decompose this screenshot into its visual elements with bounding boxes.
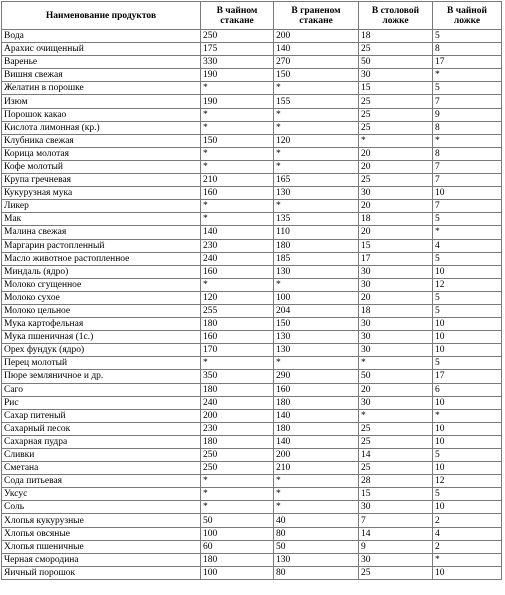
cell-faceted-glass: 80 — [274, 566, 359, 579]
cell-product-name: Кофе молотый — [2, 160, 201, 173]
cell-tea-glass: * — [201, 200, 274, 213]
table-row — [2, 147, 502, 160]
cell-faceted-glass: 150 — [274, 69, 359, 82]
cell-tablespoon: 9 — [359, 540, 433, 553]
cell-tea-glass: 180 — [201, 383, 274, 396]
cell-tea-glass: * — [201, 475, 274, 488]
cell-product-name: Мак — [2, 213, 201, 226]
cell-teaspoon: 17 — [433, 370, 502, 383]
header-teaspoon: В чайной ложке — [433, 2, 502, 30]
cell-product-name: Крупа гречневая — [2, 174, 201, 187]
cell-tablespoon: 50 — [359, 56, 433, 69]
cell-product-name: Сахарная пудра — [2, 435, 201, 448]
cell-product-name: Яичный порошок — [2, 566, 201, 579]
cell-tea-glass: 140 — [201, 226, 274, 239]
cell-tablespoon: 30 — [359, 265, 433, 278]
cell-product-name: Кукурузная мука — [2, 187, 201, 200]
cell-tea-glass: 250 — [201, 462, 274, 475]
cell-tablespoon: 15 — [359, 239, 433, 252]
header-tea-glass: В чайном стакане — [201, 2, 274, 30]
table-row — [2, 331, 502, 344]
cell-tablespoon: 30 — [359, 69, 433, 82]
cell-product-name: Рис — [2, 396, 201, 409]
cell-tablespoon: 7 — [359, 514, 433, 527]
cell-tablespoon: 28 — [359, 475, 433, 488]
header-row — [2, 2, 502, 30]
cell-product-name: Молоко сгущенное — [2, 278, 201, 291]
cell-faceted-glass: 140 — [274, 43, 359, 56]
cell-product-name: Клубника свежая — [2, 134, 201, 147]
table-row — [2, 553, 502, 566]
cell-tablespoon: 25 — [359, 462, 433, 475]
cell-product-name: Вода — [2, 30, 201, 43]
cell-faceted-glass: 185 — [274, 252, 359, 265]
table-row — [2, 43, 502, 56]
header-faceted-glass: В граненом стакане — [274, 2, 359, 30]
table-row — [2, 357, 502, 370]
table-row — [2, 160, 502, 173]
cell-tea-glass: 100 — [201, 527, 274, 540]
cell-tablespoon: 20 — [359, 226, 433, 239]
cell-faceted-glass: * — [274, 488, 359, 501]
cell-tea-glass: 175 — [201, 43, 274, 56]
header-tablespoon: В столовой ложке — [359, 2, 433, 30]
cell-faceted-glass: 130 — [274, 344, 359, 357]
cell-tea-glass: 230 — [201, 422, 274, 435]
table-row — [2, 435, 502, 448]
cell-teaspoon: 10 — [433, 396, 502, 409]
cell-product-name: Орех фундук (ядро) — [2, 344, 201, 357]
cell-product-name: Арахис очищенный — [2, 43, 201, 56]
cell-teaspoon: 4 — [433, 239, 502, 252]
table-row — [2, 121, 502, 134]
cell-tea-glass: 100 — [201, 566, 274, 579]
cell-faceted-glass: 110 — [274, 226, 359, 239]
cell-tablespoon: 25 — [359, 174, 433, 187]
table-row — [2, 396, 502, 409]
cell-teaspoon: 5 — [433, 449, 502, 462]
cell-tea-glass: 180 — [201, 553, 274, 566]
cell-tea-glass: * — [201, 160, 274, 173]
cell-tea-glass: 255 — [201, 304, 274, 317]
table-row — [2, 383, 502, 396]
cell-faceted-glass: 290 — [274, 370, 359, 383]
cell-tea-glass: * — [201, 278, 274, 291]
table-row — [2, 462, 502, 475]
table-row — [2, 291, 502, 304]
cell-tablespoon: 20 — [359, 147, 433, 160]
cell-product-name: Перец молотый — [2, 357, 201, 370]
cell-teaspoon: 10 — [433, 331, 502, 344]
measures-table — [1, 1, 502, 580]
cell-tea-glass: * — [201, 82, 274, 95]
cell-tea-glass: * — [201, 108, 274, 121]
table-row — [2, 174, 502, 187]
cell-product-name: Сахар питеный — [2, 409, 201, 422]
table-row — [2, 318, 502, 331]
cell-tea-glass: 60 — [201, 540, 274, 553]
cell-faceted-glass: * — [274, 160, 359, 173]
cell-tea-glass: 240 — [201, 252, 274, 265]
cell-product-name: Хлопья овсяные — [2, 527, 201, 540]
cell-teaspoon: 5 — [433, 488, 502, 501]
cell-teaspoon: 5 — [433, 304, 502, 317]
cell-tablespoon: 17 — [359, 252, 433, 265]
cell-tea-glass: 160 — [201, 265, 274, 278]
cell-tablespoon: 14 — [359, 449, 433, 462]
cell-teaspoon: 8 — [433, 121, 502, 134]
cell-faceted-glass: 155 — [274, 95, 359, 108]
cell-product-name: Сметана — [2, 462, 201, 475]
table-row — [2, 95, 502, 108]
cell-tablespoon: 30 — [359, 344, 433, 357]
cell-product-name: Черная смородина — [2, 553, 201, 566]
header-product-name: Наименование продуктов — [2, 2, 201, 30]
cell-faceted-glass: * — [274, 200, 359, 213]
cell-tablespoon: 20 — [359, 160, 433, 173]
cell-teaspoon: 5 — [433, 30, 502, 43]
cell-faceted-glass: 180 — [274, 422, 359, 435]
cell-teaspoon: 12 — [433, 278, 502, 291]
cell-tea-glass: 50 — [201, 514, 274, 527]
cell-teaspoon: 10 — [433, 435, 502, 448]
cell-faceted-glass: * — [274, 278, 359, 291]
cell-tablespoon: * — [359, 357, 433, 370]
cell-teaspoon: * — [433, 553, 502, 566]
cell-teaspoon: 5 — [433, 291, 502, 304]
cell-faceted-glass: * — [274, 475, 359, 488]
cell-faceted-glass: 200 — [274, 30, 359, 43]
cell-tea-glass: * — [201, 147, 274, 160]
cell-faceted-glass: 180 — [274, 396, 359, 409]
cell-teaspoon: 5 — [433, 82, 502, 95]
cell-tablespoon: * — [359, 409, 433, 422]
table-body — [2, 30, 502, 580]
cell-teaspoon: 2 — [433, 514, 502, 527]
cell-product-name: Изюм — [2, 95, 201, 108]
table-header — [2, 2, 502, 30]
cell-teaspoon: 10 — [433, 265, 502, 278]
cell-faceted-glass: 160 — [274, 383, 359, 396]
cell-tea-glass: 250 — [201, 30, 274, 43]
table-row — [2, 540, 502, 553]
cell-product-name: Сахарный песок — [2, 422, 201, 435]
cell-tablespoon: 30 — [359, 318, 433, 331]
cell-teaspoon: * — [433, 226, 502, 239]
cell-product-name: Хлопья кукурузные — [2, 514, 201, 527]
cell-faceted-glass: 180 — [274, 239, 359, 252]
cell-faceted-glass: 200 — [274, 449, 359, 462]
cell-tablespoon: 15 — [359, 488, 433, 501]
cell-faceted-glass: 130 — [274, 553, 359, 566]
cell-tea-glass: * — [201, 488, 274, 501]
table-row — [2, 265, 502, 278]
cell-tablespoon: 30 — [359, 187, 433, 200]
cell-product-name: Масло животное растопленное — [2, 252, 201, 265]
cell-tablespoon: 25 — [359, 435, 433, 448]
cell-faceted-glass: 50 — [274, 540, 359, 553]
cell-faceted-glass: * — [274, 121, 359, 134]
cell-teaspoon: 2 — [433, 540, 502, 553]
cell-faceted-glass: 140 — [274, 435, 359, 448]
cell-teaspoon: 7 — [433, 200, 502, 213]
table-row — [2, 422, 502, 435]
cell-teaspoon: 10 — [433, 318, 502, 331]
cell-product-name: Желатин в порошке — [2, 82, 201, 95]
cell-teaspoon: * — [433, 134, 502, 147]
cell-tablespoon: 50 — [359, 370, 433, 383]
cell-product-name: Кислота лимонная (кр.) — [2, 121, 201, 134]
cell-product-name: Ликер — [2, 200, 201, 213]
cell-faceted-glass: 150 — [274, 318, 359, 331]
cell-faceted-glass: * — [274, 147, 359, 160]
table-row — [2, 213, 502, 226]
cell-tea-glass: 210 — [201, 174, 274, 187]
cell-product-name: Маргарин растопленный — [2, 239, 201, 252]
cell-teaspoon: 10 — [433, 187, 502, 200]
cell-teaspoon: 10 — [433, 422, 502, 435]
cell-teaspoon: 10 — [433, 501, 502, 514]
cell-tea-glass: 230 — [201, 239, 274, 252]
cell-faceted-glass: * — [274, 82, 359, 95]
cell-teaspoon: * — [433, 409, 502, 422]
cell-faceted-glass: 40 — [274, 514, 359, 527]
cell-tablespoon: 18 — [359, 30, 433, 43]
cell-teaspoon: 9 — [433, 108, 502, 121]
table-row — [2, 514, 502, 527]
table-row — [2, 82, 502, 95]
cell-teaspoon: 5 — [433, 357, 502, 370]
cell-tablespoon: * — [359, 134, 433, 147]
cell-tea-glass: 150 — [201, 134, 274, 147]
cell-tablespoon: 15 — [359, 82, 433, 95]
table-row — [2, 69, 502, 82]
cell-faceted-glass: 120 — [274, 134, 359, 147]
table-row — [2, 370, 502, 383]
cell-tea-glass: 160 — [201, 187, 274, 200]
table-row — [2, 226, 502, 239]
cell-tea-glass: 190 — [201, 69, 274, 82]
cell-tea-glass: * — [201, 501, 274, 514]
cell-tea-glass: * — [201, 213, 274, 226]
table-row — [2, 449, 502, 462]
cell-product-name: Молоко сухое — [2, 291, 201, 304]
cell-tablespoon: 25 — [359, 566, 433, 579]
cell-teaspoon: 4 — [433, 527, 502, 540]
table-row — [2, 134, 502, 147]
table-row — [2, 527, 502, 540]
cell-teaspoon: 10 — [433, 566, 502, 579]
cell-product-name: Молоко цельное — [2, 304, 201, 317]
cell-faceted-glass: 210 — [274, 462, 359, 475]
cell-tea-glass: 200 — [201, 409, 274, 422]
cell-tea-glass: 190 — [201, 95, 274, 108]
cell-tea-glass: * — [201, 357, 274, 370]
cell-teaspoon: 10 — [433, 344, 502, 357]
table-row — [2, 304, 502, 317]
cell-product-name: Порошок какао — [2, 108, 201, 121]
cell-faceted-glass: 130 — [274, 331, 359, 344]
cell-faceted-glass: 130 — [274, 187, 359, 200]
table-row — [2, 475, 502, 488]
cell-tablespoon: 25 — [359, 422, 433, 435]
cell-product-name: Мука картофельная — [2, 318, 201, 331]
cell-tablespoon: 25 — [359, 108, 433, 121]
cell-teaspoon: 10 — [433, 462, 502, 475]
cell-tea-glass: 120 — [201, 291, 274, 304]
cell-teaspoon: 12 — [433, 475, 502, 488]
cell-product-name: Вишня свежая — [2, 69, 201, 82]
cell-product-name: Миндаль (ядро) — [2, 265, 201, 278]
cell-tea-glass: 330 — [201, 56, 274, 69]
cell-teaspoon: 5 — [433, 213, 502, 226]
cell-faceted-glass: 140 — [274, 409, 359, 422]
table-row — [2, 488, 502, 501]
cell-teaspoon: 17 — [433, 56, 502, 69]
cell-tablespoon: 25 — [359, 43, 433, 56]
table-row — [2, 239, 502, 252]
table-row — [2, 409, 502, 422]
cell-faceted-glass: 100 — [274, 291, 359, 304]
cell-tablespoon: 18 — [359, 304, 433, 317]
cell-teaspoon: 7 — [433, 95, 502, 108]
cell-tablespoon: 25 — [359, 95, 433, 108]
cell-tablespoon: 14 — [359, 527, 433, 540]
cell-teaspoon: 8 — [433, 147, 502, 160]
cell-tea-glass: 170 — [201, 344, 274, 357]
cell-tablespoon: 30 — [359, 553, 433, 566]
cell-tablespoon: 30 — [359, 331, 433, 344]
table-row — [2, 344, 502, 357]
cell-faceted-glass: 135 — [274, 213, 359, 226]
cell-product-name: Сливки — [2, 449, 201, 462]
cell-faceted-glass: * — [274, 108, 359, 121]
cell-product-name: Соль — [2, 501, 201, 514]
cell-product-name: Саго — [2, 383, 201, 396]
cell-product-name: Сода питьевая — [2, 475, 201, 488]
table-row — [2, 278, 502, 291]
cell-faceted-glass: * — [274, 501, 359, 514]
cell-tea-glass: 180 — [201, 435, 274, 448]
cell-tablespoon: 30 — [359, 501, 433, 514]
cell-tablespoon: 20 — [359, 383, 433, 396]
cell-product-name: Варенье — [2, 56, 201, 69]
cell-teaspoon: 5 — [433, 252, 502, 265]
cell-tablespoon: 20 — [359, 200, 433, 213]
cell-faceted-glass: 165 — [274, 174, 359, 187]
measures-table-container — [1, 1, 502, 580]
table-row — [2, 56, 502, 69]
cell-teaspoon: 6 — [433, 383, 502, 396]
cell-tablespoon: 30 — [359, 278, 433, 291]
cell-product-name: Мука пшеничная (1с.) — [2, 331, 201, 344]
cell-teaspoon: 8 — [433, 43, 502, 56]
cell-tea-glass: 240 — [201, 396, 274, 409]
cell-tablespoon: 20 — [359, 291, 433, 304]
table-row — [2, 501, 502, 514]
cell-tablespoon: 25 — [359, 121, 433, 134]
table-row — [2, 108, 502, 121]
cell-faceted-glass: 80 — [274, 527, 359, 540]
cell-faceted-glass: 130 — [274, 265, 359, 278]
cell-tablespoon: 30 — [359, 396, 433, 409]
cell-tea-glass: 350 — [201, 370, 274, 383]
cell-product-name: Пюре земляничное и др. — [2, 370, 201, 383]
cell-product-name: Корица молотая — [2, 147, 201, 160]
cell-teaspoon: 7 — [433, 174, 502, 187]
cell-tea-glass: 250 — [201, 449, 274, 462]
cell-teaspoon: * — [433, 69, 502, 82]
cell-teaspoon: 7 — [433, 160, 502, 173]
cell-tea-glass: * — [201, 121, 274, 134]
cell-tea-glass: 160 — [201, 331, 274, 344]
cell-faceted-glass: * — [274, 357, 359, 370]
table-row — [2, 252, 502, 265]
table-row — [2, 187, 502, 200]
table-row — [2, 200, 502, 213]
cell-product-name: Малина свежая — [2, 226, 201, 239]
cell-tea-glass: 180 — [201, 318, 274, 331]
cell-product-name: Уксус — [2, 488, 201, 501]
table-row — [2, 566, 502, 579]
cell-product-name: Хлопья пшеничные — [2, 540, 201, 553]
cell-tablespoon: 18 — [359, 213, 433, 226]
table-row — [2, 30, 502, 43]
cell-faceted-glass: 204 — [274, 304, 359, 317]
cell-faceted-glass: 270 — [274, 56, 359, 69]
